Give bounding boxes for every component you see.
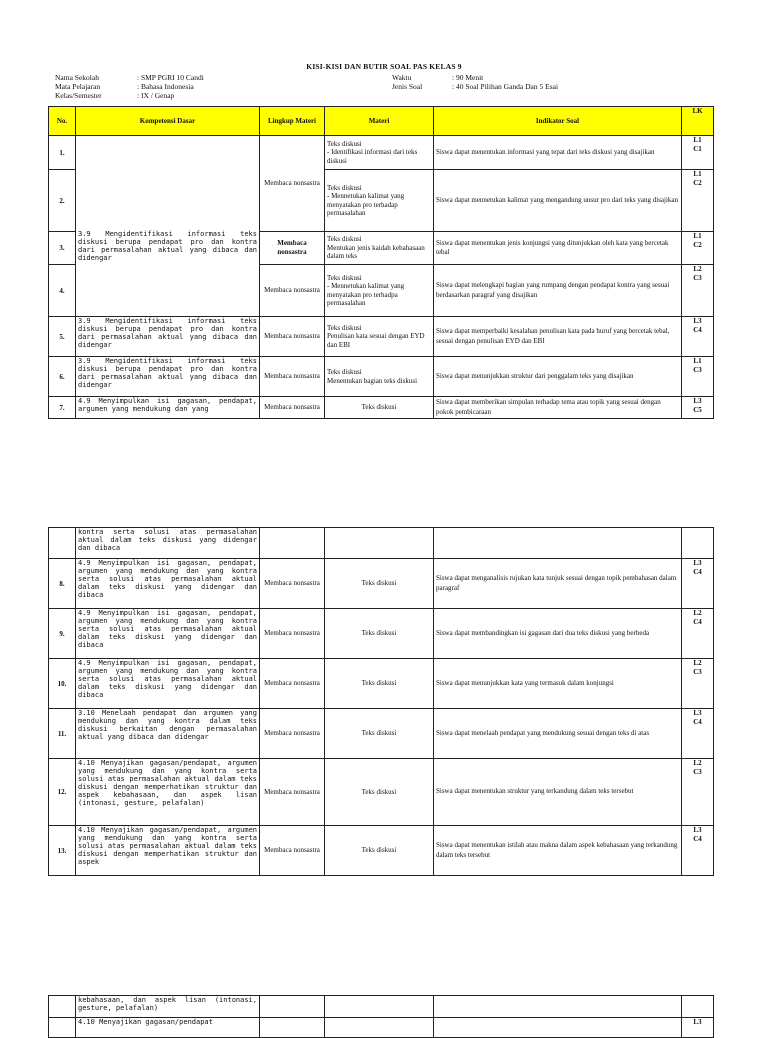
- lingkup-materi-cell: Membaca nonsastra: [260, 317, 325, 357]
- lk-cell: L3 C5: [682, 397, 714, 419]
- indikator-cell: Siswa dapat membandingkan isi gagasan dari dua teks diskusi yang berbeda: [434, 609, 682, 659]
- lk-cell: L3: [682, 1018, 714, 1038]
- indikator-cell: Siswa dapat menelaah pendapat yang mendukung sesuai dengan teks di atas: [434, 709, 682, 759]
- materi-cell: Teks diskusi: [325, 609, 434, 659]
- materi-cell: Teks diskusi - Identifikasi informasi dari teks diskusi: [325, 136, 434, 170]
- header-no: No.: [49, 107, 76, 136]
- materi-cell: Teks diskusi: [325, 659, 434, 709]
- kompetensi-dasar-cell: 4.9 Menyimpulkan isi gagasan, pendapat, argumen yang mendukung dan yang kontra serta solusi atas permasalahan aktual dalam teks diskusi yang didengar dan dibaca: [76, 559, 260, 609]
- table-row: [49, 317, 714, 357]
- kisi-kisi-table-page3: [48, 995, 714, 1038]
- lingkup-materi-cell: Membaca nonsastra: [260, 759, 325, 826]
- indikator-cell: Siswa dapat mennetukan kalimat yang mengandung unsur pro dari teks yang disajikan: [434, 170, 682, 232]
- table-row: [49, 528, 714, 559]
- row-number: 6.: [49, 357, 76, 397]
- row-number: 1.: [49, 136, 76, 170]
- materi-cell: Teks diskusi - Mennetukan kalimat yang menyatakan pro terhadap permasalahan: [325, 170, 434, 232]
- indikator-cell: Siswa dapat menentukan istilah atau makna dalam aspek kebahasaan yang terkandung dalam teks tersebut: [434, 826, 682, 876]
- header-kompetensi-dasar: Kompetensi Dasar: [76, 107, 260, 136]
- indikator-cell: Siswa dapat menentukan informasi yang tepat dari teks diskusi yang disajikan: [434, 136, 682, 170]
- indikator-cell: Siswa dapat menganalisis rujukan kata tunjuk sesuai dengan topik pembahasan dalam paragraf: [434, 559, 682, 609]
- kompetensi-dasar-cell: 4.9 Menyimpulkan isi gagasan, pendapat, argumen yang mendukung dan yang kontra serta solusi atas permasalahan aktual dalam teks diskusi yang didengar dan dibaca: [76, 659, 260, 709]
- lk-cell: L1 C2: [682, 232, 714, 265]
- document-title: KISI-KISI DAN BUTIR SOAL PAS KELAS 9: [306, 62, 462, 71]
- table-row: [49, 357, 714, 397]
- lingkup-materi-cell: Membaca nonsastra: [260, 826, 325, 876]
- lingkup-materi-cell: Membaca nonsastra: [260, 659, 325, 709]
- lk-cell: L1 C1: [682, 136, 714, 170]
- materi-cell: Teks diskusi: [325, 397, 434, 419]
- row-number: 8.: [49, 559, 76, 609]
- row-number: 11.: [49, 709, 76, 759]
- table-row: [49, 659, 714, 709]
- lingkup-materi-cell: Membaca nonsastra: [260, 232, 325, 265]
- row-number: 2.: [49, 170, 76, 232]
- info-left: [55, 73, 204, 100]
- row-number: 5.: [49, 317, 76, 357]
- row-number: 12.: [49, 759, 76, 826]
- header-lk: LK: [682, 107, 714, 136]
- lk-cell: L2 C3: [682, 759, 714, 826]
- kompetensi-dasar-cell: 4.9 Menyimpulkan isi gagasan, pendapat, argumen yang mendukung dan yang: [76, 397, 260, 419]
- table-row: [49, 397, 714, 419]
- indikator-cell: Siswa dapat menunjukkan kata yang termasuk dalam konjungsi: [434, 659, 682, 709]
- materi-cell: Teks diskusi - Mennetukan kalimat yang menyatakan pro terhadpa permasalahan: [325, 265, 434, 317]
- row-number: 3.: [49, 232, 76, 265]
- row-number: 9.: [49, 609, 76, 659]
- indikator-cell: Siswa dapat menentukan jenis konjungsi yang ditunjukkan oleh kata yang bercetak tebal: [434, 232, 682, 265]
- kompetensi-dasar-cell: 3.9 Mengidentifikasi informasi teks diskusi berupa pendapat pro dan kontra dari permasalahan aktual yang dibaca dan didengar: [76, 317, 260, 357]
- materi-cell: Teks diskusi: [325, 709, 434, 759]
- lk-cell: L1 C3: [682, 357, 714, 397]
- info-right: [392, 73, 558, 91]
- info-label: Waktu: [392, 73, 412, 82]
- kompetensi-dasar-cell: 3.9 Mengidentifikasi informasi teks diskusi berupa pendapat pro dan kontra dari permasalahan aktual yang dibaca dan didengar: [76, 357, 260, 397]
- kompetensi-dasar-cell: 4.10 Menyajikan gagasan/pendapat: [76, 1018, 260, 1038]
- lk-cell: L2 C3: [682, 265, 714, 317]
- kompetensi-dasar-cell: kontra serta solusi atas permasalahan aktual dalam teks diskusi yang didengar dan dibaca: [76, 528, 260, 559]
- lk-cell: L3 C4: [682, 826, 714, 876]
- lingkup-materi-cell: Membaca nonsastra: [260, 265, 325, 317]
- lk-cell: L1 C2: [682, 170, 714, 232]
- table-row: [49, 136, 714, 170]
- indikator-cell: Siswa dapat menunjukkan struktur dari penggalam teks yang disajikan: [434, 357, 682, 397]
- lk-cell: L3 C4: [682, 709, 714, 759]
- lk-cell: L3 C4: [682, 317, 714, 357]
- indikator-cell: Siswa dapat memberikan simpulan terhadap tema atau topik yang sesuai dengan pokok pembicaraan: [434, 397, 682, 419]
- header-materi: Materi: [325, 107, 434, 136]
- table-row: [49, 559, 714, 609]
- info-value: : 40 Soal Pilihan Ganda Dan 5 Esai: [452, 82, 559, 91]
- info-label: Kelas/Semester: [55, 91, 102, 100]
- table-row: [49, 709, 714, 759]
- row-number: 7.: [49, 397, 76, 419]
- kompetensi-dasar-cell: 4.10 Menyajikan gagasan/pendapat, argumen yang mendukung dan yang kontra serta solusi atas permasalahan aktual dalam teks diskusi dengan memperhatikan struktur dan aspek kebahasaan, dan aspek lisan (intonasi, gesture, pelafalan): [76, 759, 260, 826]
- header-indikator-soal: Indikator Soal: [434, 107, 682, 136]
- indikator-cell: Siswa dapat memperbaiki kesalahan penulisan kata pada huruf yang bercetak tebal, sesuai dengan penulisan EYD dan EBI: [434, 317, 682, 357]
- materi-cell: Teks diskusi Mentukan jenis kaidah kebahasaan dalam teks: [325, 232, 434, 265]
- kompetensi-dasar-cell: 4.9 Menyimpulkan isi gagasan, pendapat, argumen yang mendukung dan yang kontra serta solusi atas permasalahan aktual dalam teks diskusi yang didengar dan dibaca: [76, 609, 260, 659]
- lingkup-materi-cell: Membaca nonsastra: [260, 609, 325, 659]
- materi-cell: Teks diskusi: [325, 826, 434, 876]
- table-row: [49, 826, 714, 876]
- kompetensi-dasar-cell: 3.10 Menelaah pendapat dan argumen yang mendukung dan yang kontra dalam teks diskusi berkaitan dengan permasalahan aktual yang dibaca dan didengar: [76, 709, 260, 759]
- lingkup-materi-cell: Membaca nonsastra: [260, 709, 325, 759]
- info-label: Nama Sekolah: [55, 73, 99, 82]
- kompetensi-dasar-cell: 4.10 Menyajikan gagasan/pendapat, argumen yang mendukung dan yang kontra serta solusi atas permasalahan aktual dalam teks diskusi dengan memperhatikan struktur dan aspek: [76, 826, 260, 876]
- materi-cell: Teks diskusi Penulisan kata sesuai dengan EYD dan EBI: [325, 317, 434, 357]
- indikator-cell: Siswa dapat melengkapi bagian yang rumpang dengan pendapat kontra yang sesuai berdasarkan paragraf yang disajikan: [434, 265, 682, 317]
- info-label: Mata Pelajaran: [55, 82, 101, 91]
- lk-cell: L2 C3: [682, 659, 714, 709]
- kompetensi-dasar-cell: kebahasaan, dan aspek lisan (intonasi, gesture, pelafalan): [76, 996, 260, 1018]
- lk-cell: L2 C4: [682, 609, 714, 659]
- info-value: : Bahasa Indonesia: [137, 82, 194, 91]
- lk-cell: L3 C4: [682, 559, 714, 609]
- info-value: : IX / Genap: [137, 91, 175, 100]
- row-number: 4.: [49, 265, 76, 317]
- materi-cell: Teks diskusi: [325, 759, 434, 826]
- materi-cell: Teks diskusi: [325, 559, 434, 609]
- lingkup-materi-cell: Membaca nonsastra: [260, 136, 325, 232]
- table-row: [49, 996, 714, 1018]
- header-lingkup-materi: Lingkup Materi: [260, 107, 325, 136]
- row-number: 10.: [49, 659, 76, 709]
- table-row: [49, 1018, 714, 1038]
- info-value: : SMP PGRI 10 Candi: [137, 73, 204, 82]
- indikator-cell: Siswa dapat menentukan struktur yang terkandung dalam teks tersebut: [434, 759, 682, 826]
- table-row: [49, 609, 714, 659]
- table-row: [49, 759, 714, 826]
- lingkup-materi-cell: Membaca nonsastra: [260, 397, 325, 419]
- info-label: Jenis Soal: [392, 82, 423, 91]
- kisi-kisi-table-page2: [48, 527, 714, 876]
- row-number: 13.: [49, 826, 76, 876]
- materi-cell: Teks diskusi Menentukan bagian teks diskusi: [325, 357, 434, 397]
- kompetensi-dasar-cell: 3.9 Mengidentifikasi informasi teks diskusi berupa pendapat pro dan kontra dari permasalahan aktual yang dibaca dan didengar: [76, 136, 260, 317]
- lingkup-materi-cell: Membaca nonsastra: [260, 357, 325, 397]
- kisi-kisi-table-page1: [48, 106, 714, 419]
- info-value: : 90 Menit: [452, 73, 484, 82]
- lingkup-materi-cell: Membaca nonsastra: [260, 559, 325, 609]
